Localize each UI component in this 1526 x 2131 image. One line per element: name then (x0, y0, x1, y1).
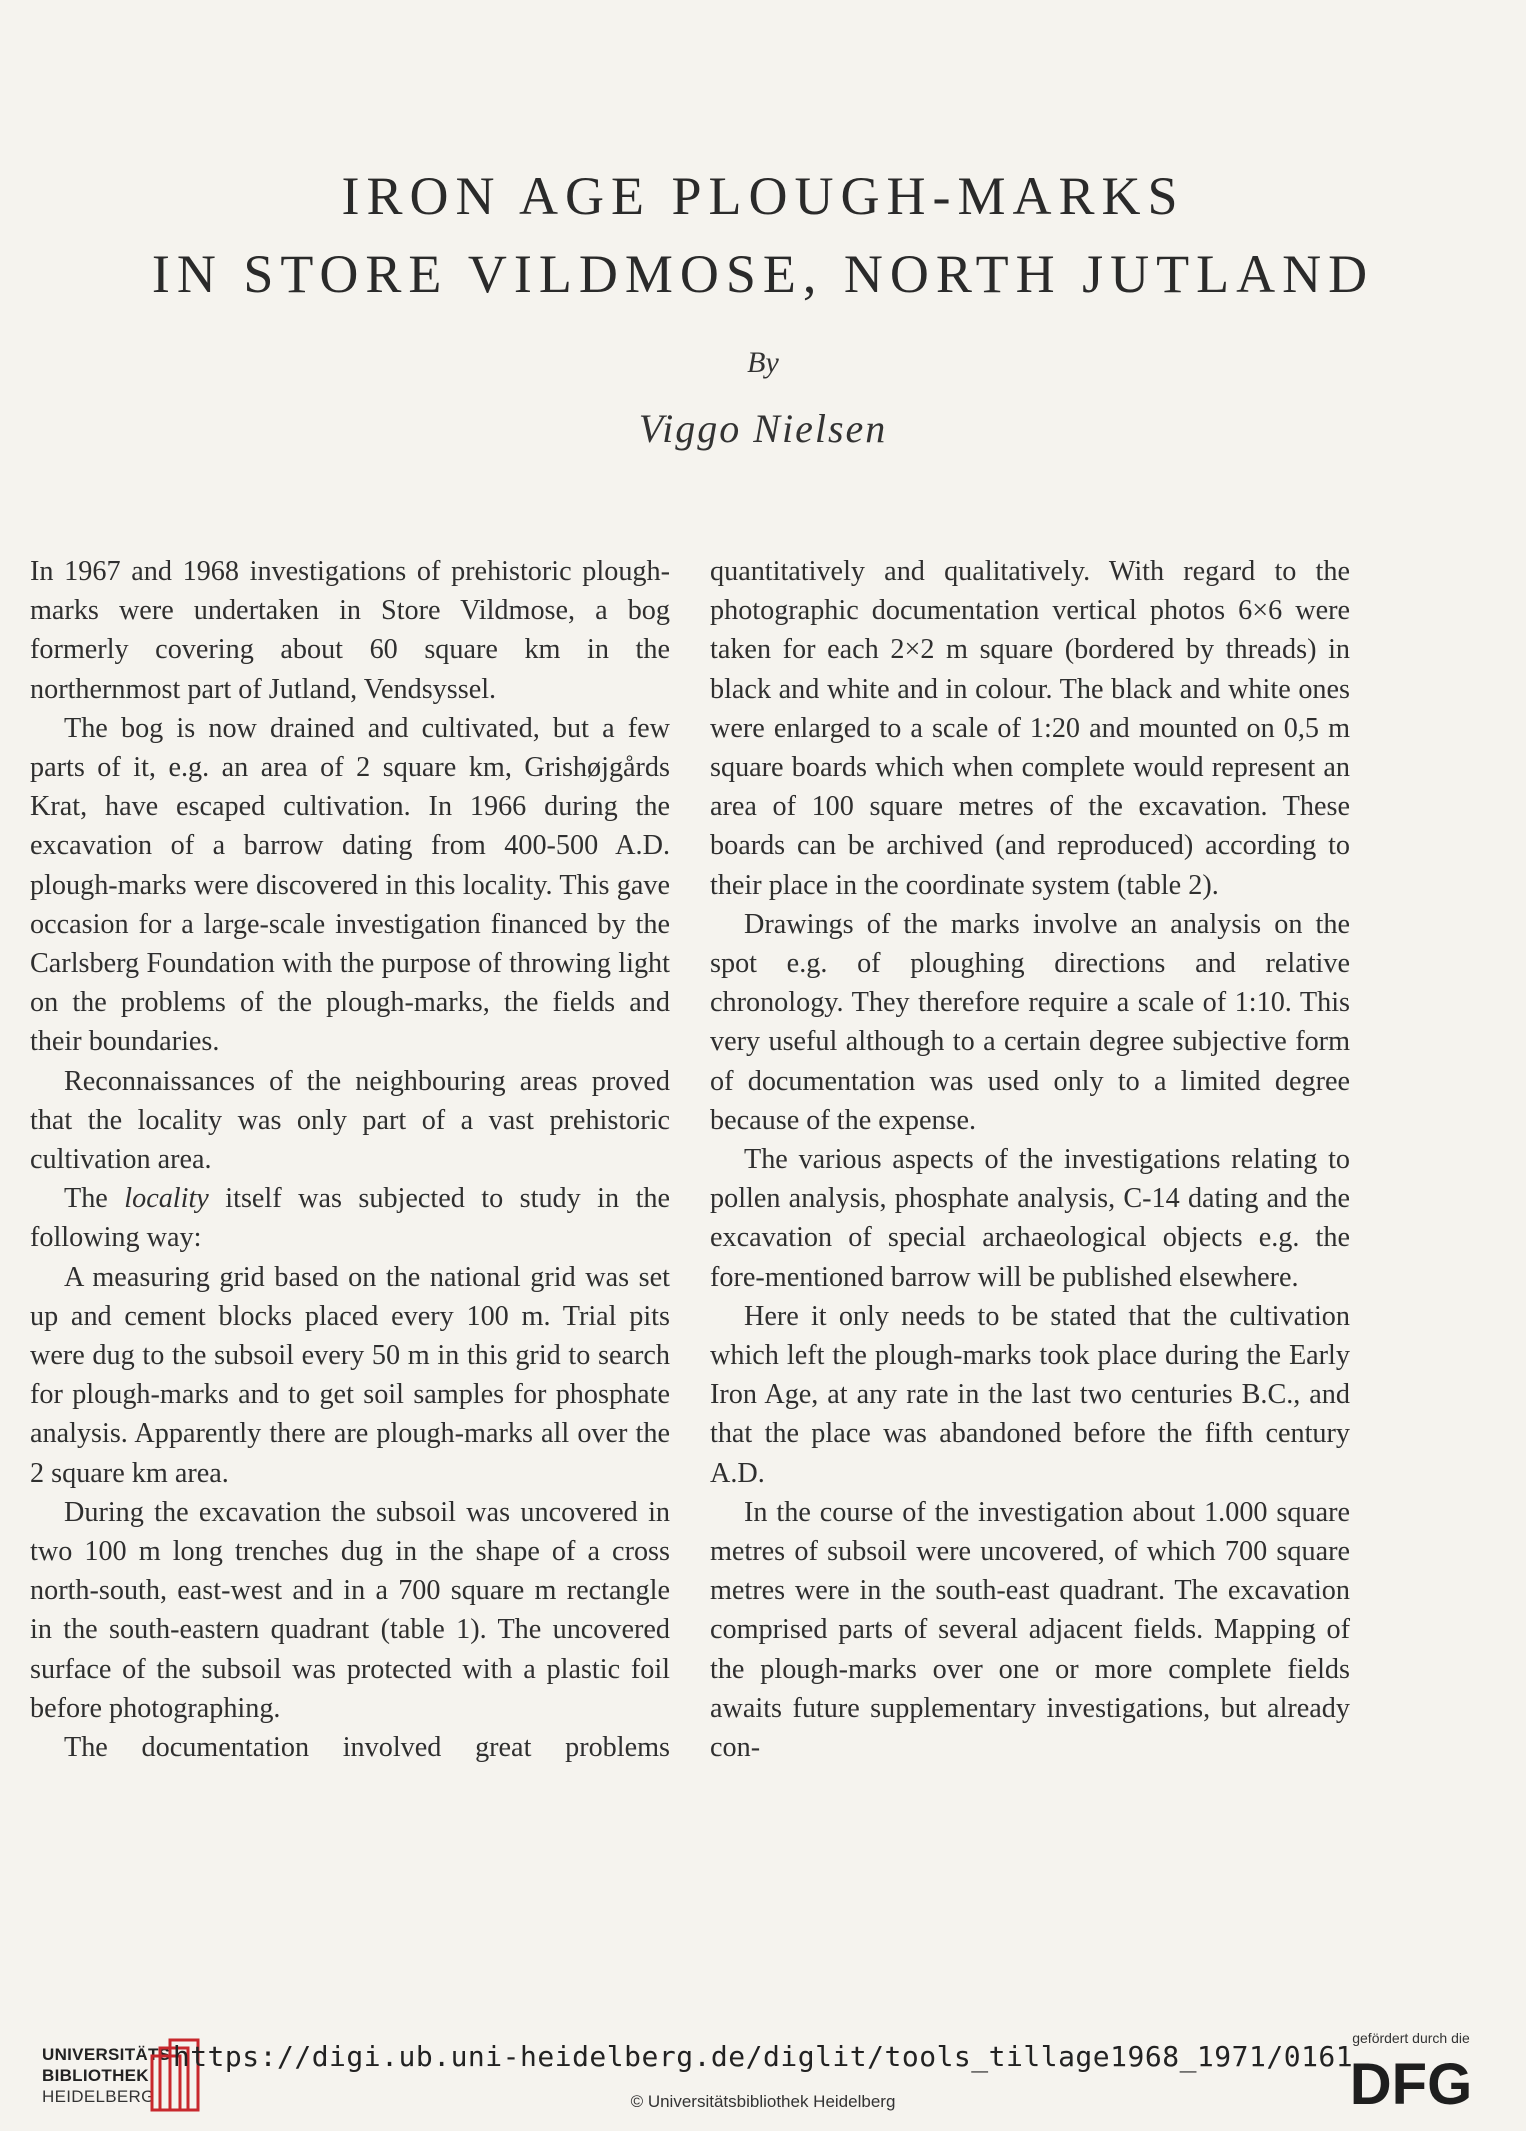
paragraph: The documentation involved great problems (64, 1732, 670, 1764)
paragraph: Drawings of the marks involve an analysis on the spot e.g. of ploughing directions and relative chronology. They therefore require a scale of 1:10. This very useful although to a certain degree subjective form of documentation was used only to a limited degree because of the expense. (710, 908, 1350, 1136)
title-line-2: IN STORE VILDMOSE, NORTH JUTLAND (151, 244, 1375, 304)
paragraph: During the excavation the subsoil was uncovered in two 100 m long trenches dug in the shape of a cross north-south, east-west and in a 700 square m rectangle in the south-eastern quadrant (table 1). The uncovered surface of the subsoil was protected with a plastic foil before photographing. (30, 1496, 670, 1724)
paragraph: In 1967 and 1968 investigations of prehistoric plough-marks were undertaken in Store Vildmose, a bog formerly covering about 60 square km in the northernmost part of Jutland, Vendsyssel. (30, 556, 670, 705)
right-column (710, 552, 1350, 1767)
left-column (30, 552, 670, 1767)
dfg-logo-text: DFG (1349, 2052, 1473, 2110)
footer (0, 2000, 1526, 2131)
library-name-line: HEIDELBERG (42, 2087, 155, 2106)
byline-by: By (747, 346, 779, 379)
library-name-line: BIBLIOTHEK (42, 2066, 149, 2085)
dfg-logo-icon (1336, 2052, 1486, 2110)
paragraph-text: itself was subjected to study in the following way: (30, 1183, 670, 1254)
author-name: Viggo Nielsen (638, 406, 888, 451)
funded-by-label: gefördert durch die (1352, 2030, 1470, 2046)
library-name-line: UNIVERSITÄTS- (42, 2045, 177, 2064)
permalink-url[interactable]: https://digi.ub.uni-heidelberg.de/diglit/tools_tillage1968_1971/0161 (172, 2040, 1354, 2073)
emphasis-locality: locality (124, 1183, 209, 1215)
paragraph (30, 1179, 670, 1257)
paragraph-text: The (64, 1183, 125, 1215)
paragraph: Here it only needs to be stated that the cultivation which left the plough-marks took place during the Early Iron Age, at any rate in the last two centuries B.C., and that the place was abandoned before the fifth century A.D. (710, 1300, 1350, 1489)
title-line-1: IRON AGE PLOUGH-MARKS (341, 166, 1185, 226)
paragraph: A measuring grid based on the national grid was set up and cement blocks placed every 100 m. Trial pits were dug to the subsoil every 50 m in this grid to search for plough-marks and to get soil samples for phosphate analysis. Apparently there are plough-marks all over the 2 square km area. (30, 1261, 670, 1489)
paragraph: In the course of the investigation about 1.000 square metres of subsoil were uncovered, of which 700 square metres were in the south-east quadrant. The excavation comprised parts of several adjacent fields. Mapping of the plough-marks over one or more complete fields awaits future supplementary investigations, but already con- (710, 1496, 1350, 1764)
paragraph: The bog is now drained and cultivated, but a few parts of it, e.g. an area of 2 square km, Grishøjgårds Krat, have escaped cultivation. In 1966 during the excavation of a barrow dating from 400-500 A.D. plough-marks were discovered in this locality. This gave occasion for a large-scale investigation financed by the Carlsberg Foundation with the purpose of throwing light on the problems of the plough-marks, the fields and their boundaries. (30, 712, 670, 1058)
paragraph: The various aspects of the investigations relating to pollen analysis, phosphate analysis, C-14 dating and the excavation of special archaeological objects e.g. the fore-mentioned barrow will be published elsewhere. (710, 1144, 1350, 1293)
paragraph: quantitatively and qualitatively. With regard to the photographic documentation vertical photos 6×6 were taken for each 2×2 m square (bordered by threads) in black and white and in colour. The black and white ones were enlarged to a scale of 1:20 and mounted on 0,5 m square boards which when complete would represent an area of 100 square metres of the excavation. These boards can be archived (and reproduced) according to their place in the coordinate system (table 2). (710, 556, 1350, 901)
paragraph: Reconnaissances of the neighbouring areas proved that the locality was only part of a vast prehistoric cultivation area. (30, 1065, 670, 1176)
copyright-notice: © Universitätsbibliothek Heidelberg (630, 2092, 896, 2111)
